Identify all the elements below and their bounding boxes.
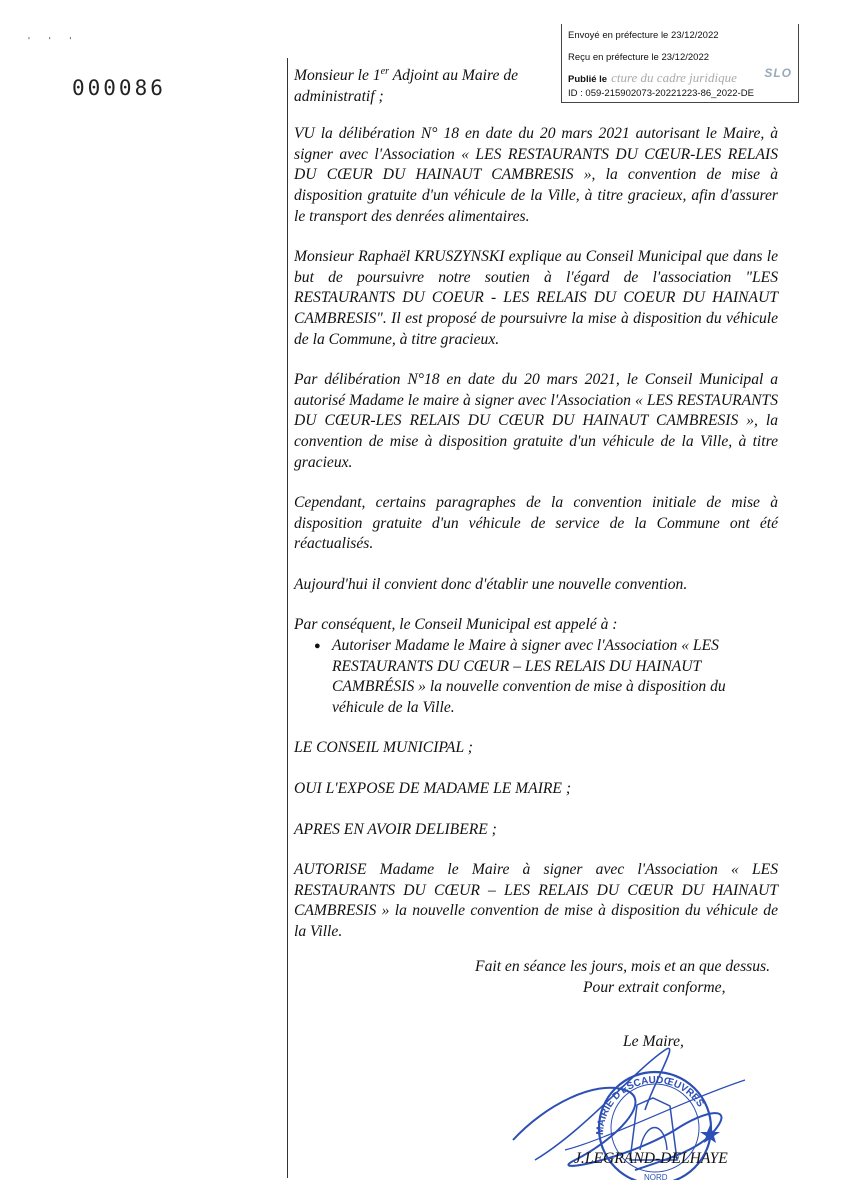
slo-logo: SLO	[764, 66, 792, 80]
closing-block	[440, 957, 770, 998]
margin-rule	[287, 58, 288, 1178]
seal-bottom-text: NORD	[644, 1173, 668, 1180]
scan-specks: ' ' '	[28, 36, 80, 47]
bullet-text: Autoriser Madame le Maire à signer avec l'Association « LES RESTAURANTS DU CŒUR – LES RELAIS DU HAINAUT CAMBRÉSIS » la nouvelle convention de mise à disposition du véhicule de la Ville.	[332, 637, 726, 716]
council-line: LE CONSEIL MUNICIPAL ;	[294, 739, 473, 757]
stamp-id: ID : 059-215902073-20221223-86_2022-DE	[568, 88, 754, 99]
previous-paragraph: Par délibération N°18 en date du 20 mars 2021, le Conseil Municipal a autorisé Madame le maire à signer avec l'Association « LES RESTAURANTS DU CŒUR-LES RELAIS DU CŒUR DU HAINAUT CAMBRESIS », la convention de mise à disposition gratuite d'un véhicule de la Ville, à titre gracieux.	[294, 371, 778, 471]
intro-c: administratif ;	[294, 87, 384, 105]
extract-line: Pour extrait conforme,	[583, 978, 726, 996]
today-paragraph: Aujourd'hui il convient donc d'établir une nouvelle convention.	[294, 575, 688, 593]
deliberation-body	[294, 66, 778, 943]
stamp-published-label: Publié le	[568, 74, 608, 85]
heard-line: OUI L'EXPOSE DE MADAME LE MAIRE ;	[294, 780, 572, 798]
signatory-name: J.LEGRAND-DELHAYE	[574, 1150, 728, 1167]
done-line: Fait en séance les jours, mois et an que dessus.	[475, 958, 770, 975]
deliberated-line: APRES EN AVOIR DELIBERE ;	[294, 820, 497, 838]
bullet-marker: ●	[314, 640, 321, 653]
record-number: 000086	[72, 76, 166, 100]
authorizes-paragraph: AUTORISE Madame le Maire à signer avec l'Association « LES RESTAURANTS DU CŒUR – LES RELAIS DU CŒUR DU HAINAUT CAMBRESIS » la nouvelle convention de mise à disposition du véhicule de la Ville.	[294, 861, 778, 940]
stamp-sent: Envoyé en préfecture le 23/12/2022	[568, 30, 719, 41]
explain-paragraph: Monsieur Raphaël KRUSZYNSKI explique au Conseil Municipal que dans le but de poursuivre notre soutien à l'égard de l'association "LES RESTAURANTS DU COEUR - LES RELAIS DU COEUR DU HAINAUT CAMBRESIS". Il est proposé de poursuivre la mise à disposition du véhicule de la Commune, à titre gracieux.	[294, 248, 778, 348]
stamp-faded-text: cture du cadre juridique	[611, 70, 737, 85]
consequently-paragraph: Par conséquent, le Conseil Municipal est appelé à :	[294, 616, 618, 634]
mayor-role: Le Maire,	[623, 1033, 684, 1050]
however-paragraph: Cependant, certains paragraphes de la convention initiale de mise à disposition gratuite d'un véhicule de service de la Commune ont été réactualisés.	[294, 494, 778, 553]
intro-a: Monsieur le 1	[294, 67, 381, 84]
intro-line	[294, 66, 778, 107]
seal-text: MAIRIE D'ESCAUDŒUVRES	[594, 1074, 706, 1136]
intro-sup: er	[380, 65, 389, 77]
stamp-received: Reçu en préfecture le 23/12/2022	[568, 52, 710, 63]
intro-b: Adjoint au Maire de	[388, 67, 519, 84]
bullet-item	[314, 636, 778, 718]
vu-paragraph: VU la délibération N° 18 en date du 20 mars 2021 autorisant le Maire, à signer avec l'Association « LES RESTAURANTS DU CŒUR-LES RELAIS DU CŒUR DU HAINAUT CAMBRESIS », la convention de mise à disposition gratuite d'un véhicule de la Ville, à titre gracieux, afin d'assurer le transport des denrées alimentaires.	[294, 125, 778, 225]
